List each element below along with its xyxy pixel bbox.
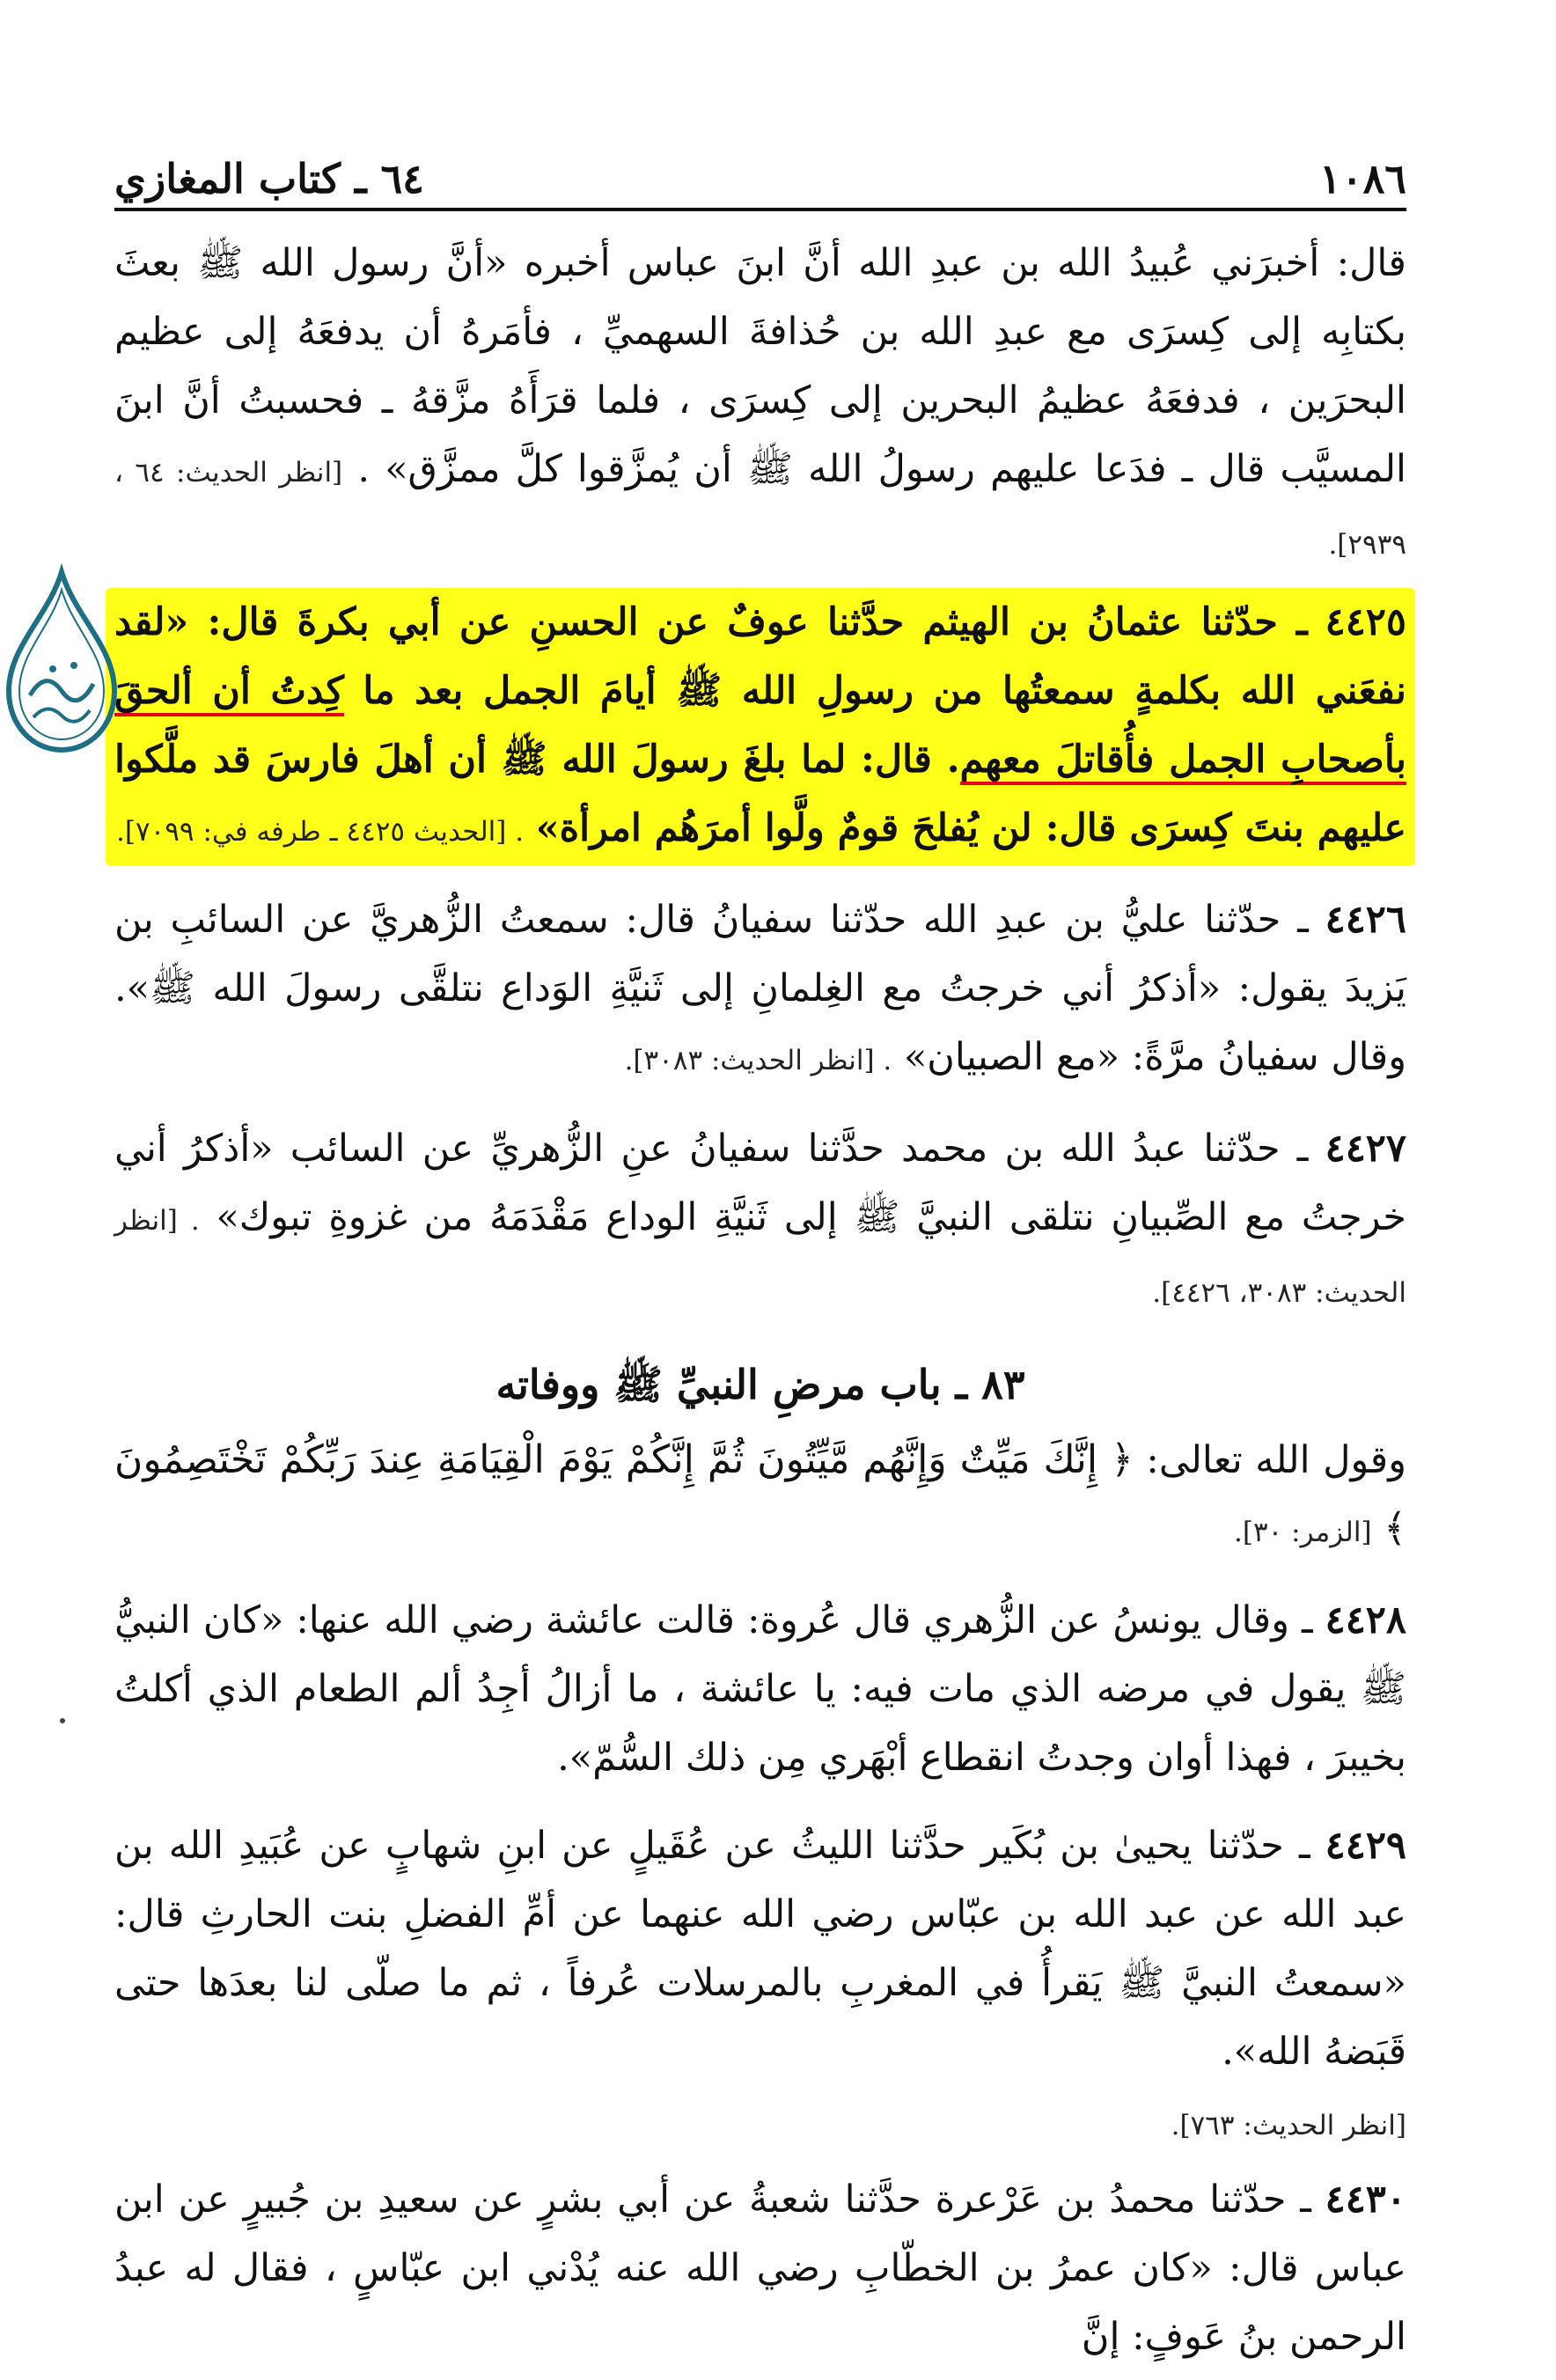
hadith-reference: [انظر الحديث: ٧٦٣]. [1171,2110,1406,2141]
paragraph-continuation [114,229,1406,579]
hadith-text: ـ حدّثنا محمدُ بن عَرْعرة حدَّثنا شعبةُ عن أبي بشرٍ عن سعيدِ بن جُبيرٍ عن ابن عباس قال: «كان عمرُ بن الخطّابِ رضي الله عنه يُدْني ابن عبّاسٍ ، فقال له عبدُ الرحمن بنُ عَوفٍ: إنَّ [114,2178,1406,2359]
hadith-text: ـ حدّثنا يحيىٰ بن بُكَير حدَّثنا الليثُ عن عُقَيلٍ عن ابنِ شهابٍ عن عُبَيدِ الله بن عبد الله عن عبد الله بن عبّاس رضي الله عنهما عن أمِّ الفضلِ بنت الحارثِ قال: «سمعتُ النبيَّ ﷺ يَقرأُ في المغربِ بالمرسلات عُرفاً ، ثم ما صلّى لنا بعدَها حتى قَبَضهُ الله». [114,1824,1406,2074]
hadith-reference: . [انظر الحديث: ٣٠٨٣، ٤٤٢٦]. [114,1205,1406,1309]
header-rule [114,208,1406,211]
page-number: ١٠٨٦ [1319,155,1406,202]
hadith-text-lead: ـ حدّثنا عثمانُ بن الهيثم حدَّثنا عوفٌ عن الحسنِ عن أبي بكرةَ قال: «لقد نفعَني الله بكلمةٍ سمعتُها من رسولِ الله ﷺ أيامَ الجمل بعد ما [114,600,1406,713]
quran-intro: وقول الله تعالى: [1146,1438,1406,1482]
hadith-4428 [114,1586,1406,1792]
hadith-number: ٤٤٢٧ [1325,1127,1406,1171]
paragraph-text: قال: أخبرَني عُبيدُ الله بن عبدِ الله أنَّ ابنَ عباس أخبره «أنَّ رسول الله ﷺ بعثَ بكتابِه إلى كِسرَى مع عبدِ الله بن حُذافةَ السهميِّ ، فأمَرهُ أن يدفعَهُ إلى عظيم البحرَين ، فدفعَهُ عظيمُ البحرين إلى كِسرَى ، فلما قرَأَهُ مزَّقهُ ـ فحسبتُ أنَّ ابنَ المسيَّب قال ـ فدَعا عليهم رسولُ الله ﷺ أن يُمزَّقوا كلَّ ممزَّق» . [114,241,1407,491]
hadith-reference: . [انظر الحديث: ٣٠٨٣]. [624,1045,892,1076]
hadith-reference-line [114,2095,1406,2156]
hadith-text: ـ وقال يونسُ عن الزُّهري قال عُروة: قالت عائشة رضي الله عنها: «كان النبيُّ ﷺ يقول في مرضه الذي مات فيه: يا عائشة ، ما أزالُ أجِدُ ألم الطعام الذي أكلتُ بخيبرَ ، فهذا أوان وجدتُ انقطاع أبْهَري مِن ذلك السُّمّ». [114,1598,1406,1780]
quran-verse: ﴿ إِنَّكَ مَيِّتٌ وَإِنَّهُم مَّيِّتُونَ ثُمَّ إِنَّكُمْ يَوْمَ الْقِيَامَةِ عِندَ رَبِّكُمْ تَخْتَصِمُونَ ﴾ [114,1437,1406,1551]
hadith-number: ٤٤٣٠ [1325,2178,1406,2222]
highlighted-hadith-4425 [106,588,1415,866]
quran-reference: [الزمر: ٣٠]. [1234,1517,1372,1548]
hadith-number: ٤٤٢٥ [1325,600,1406,644]
hadith-number: ٤٤٢٦ [1325,898,1406,942]
hadith-text-rest: . قال: لما بلغَ رسولَ الله ﷺ أن أهلَ فارسَ قد ملَّكوا عليهم بنتَ كِسرَى قال: لن يُفلحَ قومٌ ولَّوا أمرَهُم امرأة» [114,738,1406,850]
watermark-stamp-icon [0,563,123,757]
chapter-heading: ٨٣ ـ باب مرضِ النبيِّ ﷺ ووفاته [495,1361,1025,1408]
hadith-reference: . [الحديث ٤٤٢٥ ـ طرفه في: ٧٠٩٩]. [116,816,525,848]
underlined-phrase: كِدتُ أن ألحقَ بأصحابِ الجمل فأُقاتلَ معهم [114,669,1406,785]
hadith-number: ٤٤٢٩ [1325,1824,1407,1868]
hadith-4426 [114,885,1406,1095]
hadith-4429 [114,1811,1406,2086]
hadith-4430 [114,2165,1406,2371]
hadith-4427 [114,1114,1406,1327]
hadith-text: ـ حدّثنا عبدُ الله بن محمد حدَّثنا سفيانُ عنِ الزُّهريِّ عن السائب «أذكرُ أني خرجتُ مع الصِّبيانِ نتلقى النبيَّ ﷺ إلى ثَنيَّةِ الوداع مَقْدَمَهُ من غزوةِ تبوك» [114,1127,1407,1239]
hadith-number: ٤٤٢٨ [1325,1598,1406,1642]
quran-verse-paragraph [114,1426,1406,1567]
hadith-reference: [انظر الحديث: ٦٤ ، ٢٩٣٩]. [114,457,1406,561]
hadith-text: ـ حدّثنا عليُّ بن عبدِ الله حدّثنا سفيانُ قال: سمعتُ الزُّهريَّ عن السائبِ بن يَزيدَ يقول: «أذكرُ أني خرجتُ مع الغِلمانِ إلى ثَنيَّةِ الوَداع نتلقَّى رسولَ الله ﷺ». وقال سفيانُ مرَّةً: «مع الصبيان» [114,898,1406,1079]
margin-dot [60,1718,65,1723]
page-body [114,229,1406,2380]
running-chapter-title: ٦٤ ـ كتاب المغازي [114,155,424,202]
page-header [114,141,1406,202]
